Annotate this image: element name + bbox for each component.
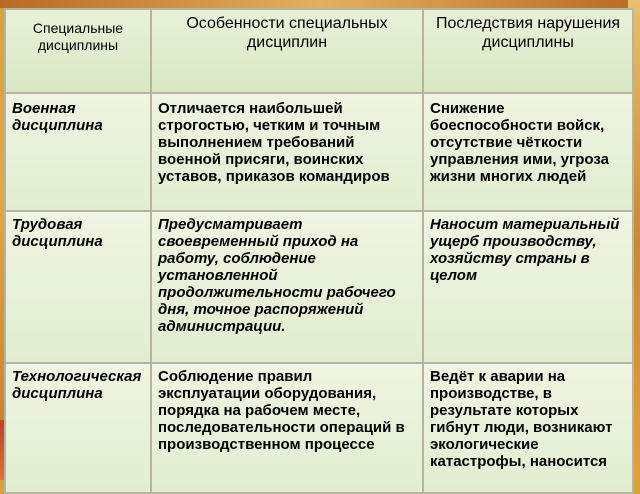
table-row bbox=[5, 211, 633, 363]
header-consequences: Последствия нарушения дисциплины bbox=[423, 9, 633, 93]
header-disciplines: Специальные дисциплины bbox=[5, 9, 151, 93]
discipline-consequences: Наносит материальный ущерб производству, хозяйству страны в целом bbox=[423, 211, 633, 363]
discipline-table bbox=[4, 8, 634, 494]
discipline-consequences: Ведёт к аварии на производстве, в результате которых гибнут люди, возникают экологические катастрофы, наносится bbox=[423, 363, 633, 493]
header-features: Особенности специальных дисциплин bbox=[151, 9, 423, 93]
slide-frame-top bbox=[0, 0, 640, 8]
discipline-features: Отличается наибольшей строгостью, четким и точным выполнением требований военной присяги, воинских уставов, приказов командиров bbox=[151, 93, 423, 211]
table-row bbox=[5, 363, 633, 493]
discipline-features: Предусматривает своевременный приход на работу, соблюдение установленной продолжительности рабочего дня, точное распоряжений администрации. bbox=[151, 211, 423, 363]
table-header-row bbox=[5, 9, 633, 93]
discipline-consequences: Снижение боеспособности войск, отсутствие чёткости управления ими, угроза жизни многих людей bbox=[423, 93, 633, 211]
table-row bbox=[5, 93, 633, 211]
discipline-name: Военная дисциплина bbox=[5, 93, 151, 211]
discipline-name: Трудовая дисциплина bbox=[5, 211, 151, 363]
discipline-name: Технологическая дисциплина bbox=[5, 363, 151, 493]
discipline-features: Соблюдение правил эксплуатации оборудования, порядка на рабочем месте, последовательности операций в производственном процессе bbox=[151, 363, 423, 493]
